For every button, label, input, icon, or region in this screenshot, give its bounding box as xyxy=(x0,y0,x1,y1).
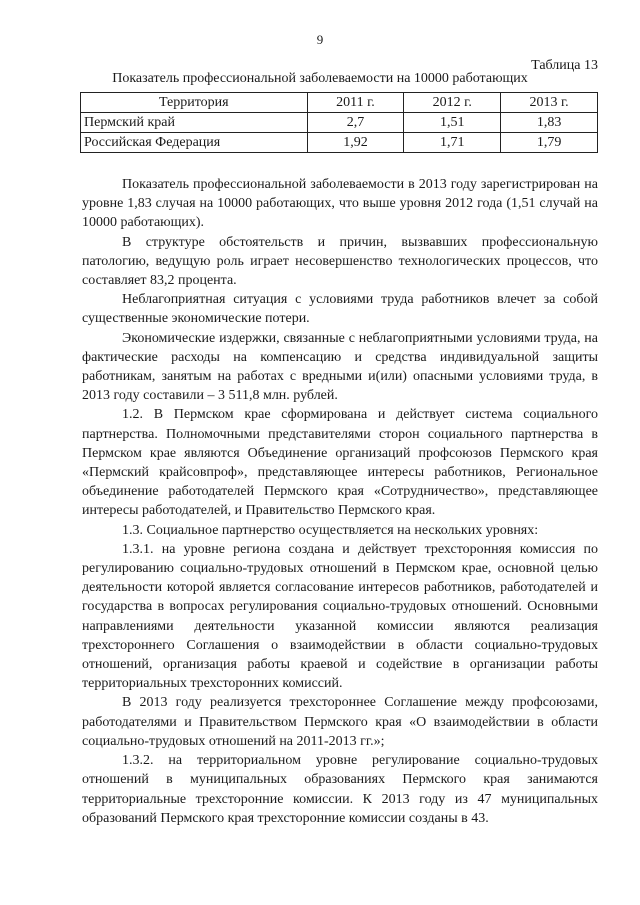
header-2012: 2012 г. xyxy=(404,93,501,113)
paragraph: Неблагоприятная ситуация с условиями труда работников влечет за собой существенные экономические потери. xyxy=(82,292,598,327)
cell-2012: 1,71 xyxy=(404,133,501,153)
cell-2011: 1,92 xyxy=(307,133,404,153)
paragraph: В структуре обстоятельств и причин, вызвавших профессиональную патологию, ведущую роль играет несовершенство технологических процессов, что составляет 83,2 процента. xyxy=(82,234,598,289)
cell-territory: Пермский край xyxy=(81,113,308,133)
paragraph: В 2013 году реализуется трехстороннее Соглашение между профсоюзами, работодателями и Правительством Пермского края «О взаимодействии в области социально-трудовых отношений на 2011-2013 гг.»; xyxy=(82,695,598,749)
table-row xyxy=(81,113,598,133)
header-2013: 2013 г. xyxy=(501,93,598,113)
table-label: Таблица 13 xyxy=(531,58,598,73)
paragraph: 1.3. Социальное партнерство осуществляется на нескольких уровнях: xyxy=(122,522,539,538)
paragraph: Экономические издержки, связанные с неблагоприятными условиями труда, на фактические расходы на компенсацию и средства индивидуальной защиты работникам, занятым на работах с вредными и(или) опасными условиями труда, в 2013 году составили – 3 511,8 млн. рублей. xyxy=(82,330,598,404)
paragraph: 1.3.1. на уровне региона создана и действует трехсторонняя комиссия по регулированию социально-трудовых отношений в Пермском крае, основной целью деятельности которой является согласование интересов работников, работодателей и государства в вопросах регулирования социально-трудовых отношений. Основными направлениями деятельности указанной комиссии являются реализация трехстороннего Соглашения о взаимодействии в области социально-трудовых отношений, организация работы краевой и содействие в организации работы территориальных трехсторонних комиссий. xyxy=(82,541,598,692)
table-title: Показатель профессиональной заболеваемости на 10000 работающих xyxy=(112,71,528,86)
paragraph: 1.3.2. на территориальном уровне регулирование социально-трудовых отношений в муниципальных образованиях Пермского края занимаются территориальные трехсторонние комиссии. К 2013 году из 47 муниципальных образований Пермского края трехсторонние комиссии созданы в 43. xyxy=(82,753,598,826)
cell-2012: 1,51 xyxy=(404,113,501,133)
cell-2013: 1,79 xyxy=(501,133,598,153)
page-number: 9 xyxy=(316,32,324,47)
table-row xyxy=(81,133,598,153)
cell-territory: Российская Федерация xyxy=(81,133,308,153)
header-territory: Территория xyxy=(81,93,308,113)
data-table xyxy=(80,92,598,153)
body-text xyxy=(82,175,598,828)
paragraph: 1.2. В Пермском крае сформирована и действует система социального партнерства. Полномочными представителями сторон социального партнерства в Пермском крае являются Объединение организаций профсоюзов Пермского края «Пермский крайсовпроф», представляющее интересы работников, Региональное объединение работодателей Пермского края «Сотрудничество», представляющее интересы работодателей, и Правительство Пермского края. xyxy=(82,407,598,519)
table-header-row xyxy=(81,93,598,113)
paragraph: Показатель профессиональной заболеваемости в 2013 году зарегистрирован на уровне 1,83 случая на 10000 работающих, что выше уровня 2012 года (1,51 случай на 10000 работающих). xyxy=(82,177,598,231)
cell-2013: 1,83 xyxy=(501,113,598,133)
header-2011: 2011 г. xyxy=(307,93,404,113)
cell-2011: 2,7 xyxy=(307,113,404,133)
